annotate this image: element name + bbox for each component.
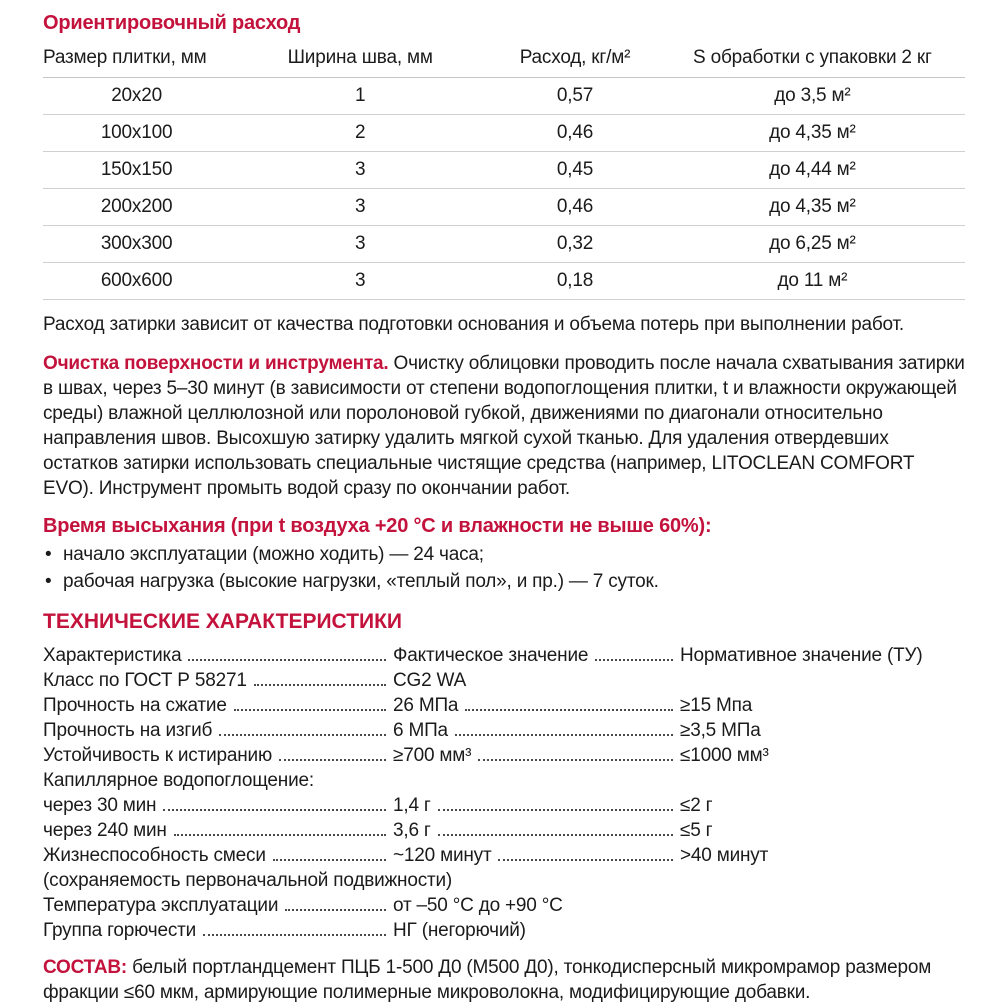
table-row: [43, 226, 965, 263]
spec-row: [43, 893, 965, 918]
coverage-cell: до 4,35 м²: [769, 122, 856, 143]
spec-row: [43, 743, 965, 768]
consumption-table-body: [43, 78, 965, 300]
coverage-cell: до 4,35 м²: [769, 196, 856, 217]
consumption-table-header-row: [43, 42, 965, 78]
dotted-leader: [234, 709, 386, 711]
spec-row: [43, 643, 965, 668]
spec-row: [43, 668, 965, 693]
spec-label: Температура эксплуатации: [43, 895, 279, 916]
joint-width-cell: 3: [354, 270, 366, 291]
column-header-tile-size: Размер плитки, мм: [43, 47, 207, 68]
spec-row: [43, 868, 965, 893]
cleaning-paragraph: [43, 351, 965, 501]
drying-bullet-item: • рабочая нагрузка (высокие нагрузки, «теплый пол», и пр.) — 7 суток.: [43, 568, 965, 595]
table-row: [43, 152, 965, 189]
joint-width-cell: 3: [354, 159, 366, 180]
spec-actual-value: Фактическое значение: [393, 645, 589, 666]
consumption-cell: 0,46: [556, 122, 594, 143]
dotted-leader: [219, 734, 386, 736]
spec-norm-value: ≥15 Мпа: [680, 695, 753, 716]
consumption-table: [43, 42, 965, 300]
cleaning-title: Очистка поверхности и инструмента.: [43, 353, 389, 374]
table-row: [43, 263, 965, 300]
dotted-leader: [438, 809, 673, 811]
coverage-cell: до 3,5 м²: [774, 85, 851, 106]
spec-actual-value: 3,6 г: [393, 820, 431, 841]
spec-actual-value: 1,4 г: [393, 795, 431, 816]
joint-width-cell: 1: [354, 85, 366, 106]
spec-row: [43, 918, 965, 943]
column-header-coverage: S обработки с упаковки 2 кг: [693, 47, 932, 68]
spec-label: Устойчивость к истиранию: [43, 745, 273, 766]
spec-label: Класс по ГОСТ Р 58271: [43, 670, 247, 691]
consumption-cell: 0,46: [556, 196, 594, 217]
column-header-consumption: Расход, кг/м²: [519, 47, 631, 68]
consumption-note: Расход затирки зависит от качества подготовки основания и объема потерь при выполнении работ.: [43, 314, 904, 335]
specs-list: [43, 643, 965, 943]
consumption-section-title: Ориентировочный расход: [43, 12, 301, 34]
spec-actual-value: ~120 минут: [393, 845, 492, 866]
table-row: [43, 115, 965, 152]
dotted-leader: [595, 659, 673, 661]
spec-norm-value: ≤2 г: [680, 795, 713, 816]
coverage-cell: до 11 м²: [777, 270, 848, 291]
composition-paragraph: [43, 955, 965, 1005]
dotted-leader: [455, 734, 673, 736]
dotted-leader: [478, 759, 673, 761]
joint-width-cell: 3: [354, 233, 366, 254]
spec-label: Характеристика: [43, 645, 182, 666]
consumption-cell: 0,18: [556, 270, 594, 291]
spec-norm-value: Нормативное значение (ТУ): [680, 645, 923, 666]
spec-label: (сохраняемость первоначальной подвижности): [43, 870, 453, 891]
cleaning-body: Очистку облицовки проводить после начала схватывания затирки в швах, через 5–30 минут (в зависимости от степени водопоглощения плитки, t и влажности окружающей среды) влажной целлюлозной или поролоновой губкой, движениями по диагонали относительно направления швов. Высохшую затирку удалить мягкой сухой тканью. Для удаления отвердевших остатков затирки использовать специальные чистящие средства (например, LITOCLEAN COMFORT EVO). Инструмент промыть водой сразу по окончании работ.: [43, 353, 965, 499]
joint-width-cell: 3: [354, 196, 366, 217]
tile-size-cell: 300х300: [100, 233, 173, 254]
table-row: [43, 78, 965, 115]
dotted-leader: [273, 859, 386, 861]
dotted-leader: [163, 809, 386, 811]
composition-title: СОСТАВ:: [43, 957, 128, 978]
dotted-leader: [438, 834, 673, 836]
tile-size-cell: 600х600: [100, 270, 173, 291]
table-row: [43, 189, 965, 226]
dotted-leader: [188, 659, 386, 661]
spec-row: [43, 768, 965, 793]
consumption-cell: 0,57: [556, 85, 594, 106]
dotted-leader: [285, 909, 386, 911]
column-header-joint-width: Ширина шва, мм: [287, 47, 433, 68]
spec-norm-value: ≤5 г: [680, 820, 713, 841]
spec-row: [43, 718, 965, 743]
composition-body: белый портландцемент ПЦБ 1-500 Д0 (М500 Д0), тонкодисперсный микромрамор размером фракции ≤60 мкм, армирующие полимерные микроволокна, модифицирующие добавки.: [43, 957, 932, 1003]
spec-label: Прочность на изгиб: [43, 720, 213, 741]
spec-label: Группа горючести: [43, 920, 197, 941]
spec-label: Капиллярное водопоглощение:: [43, 770, 314, 791]
dotted-leader: [254, 684, 386, 686]
drying-bullet-list: [43, 541, 965, 595]
spec-row: [43, 693, 965, 718]
dotted-leader: [203, 934, 386, 936]
spec-norm-value: ≥3,5 МПа: [680, 720, 761, 741]
spec-label: Жизнеспособность смеси: [43, 845, 266, 866]
consumption-cell: 0,32: [556, 233, 594, 254]
joint-width-cell: 2: [354, 122, 366, 143]
spec-actual-value: 26 МПа: [393, 695, 459, 716]
spec-row: [43, 843, 965, 868]
dotted-leader: [174, 834, 386, 836]
tile-size-cell: 150х150: [100, 159, 173, 180]
spec-actual-value: НГ (негорючий): [393, 920, 526, 941]
spec-actual-value: CG2 WA: [393, 670, 467, 691]
tile-size-cell: 20х20: [111, 85, 162, 106]
drying-bullet-item: • начало эксплуатации (можно ходить) — 24 часа;: [43, 541, 965, 568]
spec-label: через 30 мин: [43, 795, 157, 816]
tile-size-cell: 200х200: [100, 196, 173, 217]
drying-title: Время высыхания (при t воздуха +20 °С и влажности не выше 60%):: [43, 515, 712, 537]
tile-size-cell: 100х100: [100, 122, 173, 143]
dotted-leader: [279, 759, 386, 761]
dotted-leader: [465, 709, 673, 711]
spec-actual-value: 6 МПа: [393, 720, 448, 741]
specs-section-title: ТЕХНИЧЕСКИЕ ХАРАКТЕРИСТИКИ: [43, 610, 403, 633]
spec-actual-value: ≥700 мм³: [393, 745, 472, 766]
coverage-cell: до 6,25 м²: [769, 233, 856, 254]
spec-norm-value: >40 минут: [680, 845, 769, 866]
consumption-cell: 0,45: [556, 159, 594, 180]
spec-norm-value: ≤1000 мм³: [680, 745, 769, 766]
coverage-cell: до 4,44 м²: [769, 159, 856, 180]
spec-label: через 240 мин: [43, 820, 167, 841]
spec-row: [43, 818, 965, 843]
spec-actual-value: от –50 °С до +90 °С: [393, 895, 563, 916]
drying-section: [43, 513, 965, 595]
dotted-leader: [498, 859, 673, 861]
spec-row: [43, 793, 965, 818]
spec-label: Прочность на сжатие: [43, 695, 227, 716]
